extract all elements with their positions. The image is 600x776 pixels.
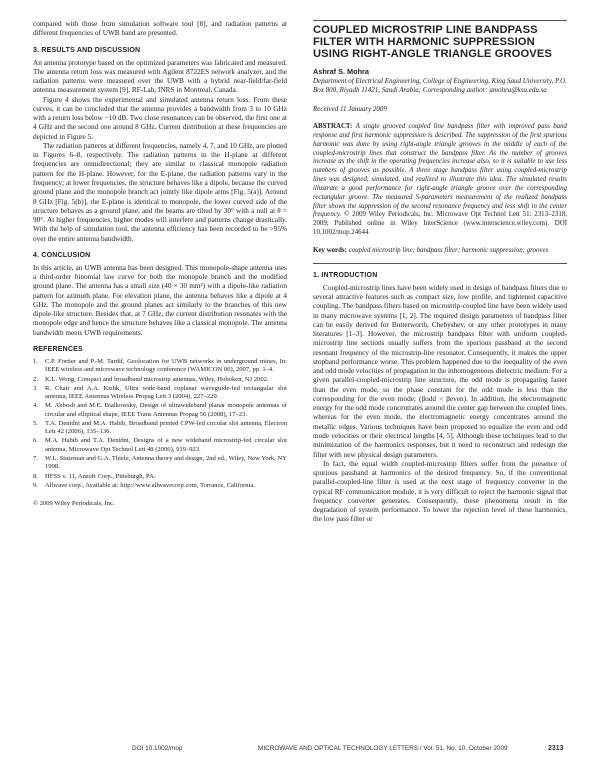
left-column [33, 20, 287, 507]
reference-item [33, 385, 287, 401]
references-heading: REFERENCES [33, 345, 83, 353]
reference-number: 6. [33, 437, 38, 445]
reference-item [33, 473, 287, 481]
reference-text: T.A. Denidni and M.A. Habib, Broadband printed CPW-fed circular slot antenna, Electron Lett 42 (2006), 135–136. [45, 419, 287, 436]
reference-item [33, 402, 287, 418]
reference-number: 8. [33, 472, 38, 480]
reference-text: M.A. Habib and T.A. Denidni, Designs of a new wideband microstrip-fed circular slot antenna, Microwave Opt Technol Lett 48 (2006), 919–923. [45, 437, 287, 453]
introduction-heading: 1. INTRODUCTION [313, 271, 378, 279]
conclusion-paragraph: In this article, an UWB antenna has been designed. This monopole-shape antenna uses a third-order binomial law curve for both the monopole branch and the modified ground plane. The antenna has a small size (40 × 30 mm²) with a dipole-like radiation pattern for azimuth plane. For elevation plane, the antenna behaves like a dipole at 4 GHz. The monopole and the ground planes act similarly to the branches of this new dipole-like structure. Besides that, at 7 GHz, the current distribution resonates with the monopole edge and hence the structure behaves like a classical monopole. The antenna bandwidth meets UWB requirements. [33, 263, 287, 337]
reference-text: M. Abbosh and M.E. Bialkowsky, Design of ultrawideband planar monopole antennas of circular and elliptical shape, IEEE Trans Antennas Propag 56 (2008), 17–23. [45, 402, 287, 418]
introduction-paragraph-2: In fact, the equal width coupled-microstrip filters suffer from the presence of spurious passband at harmonics of the desired frequency. So, if the conventional parallel-coupled-line filter is used at the next stage of frequency converter in the typical RF communication module, it is very difficult to reject the harmonic signal that frequency converter generates. Consequently, these phenomena result in the degradation of system performance. To lower the rejection level of these harmonics, the low pass filter or [313, 459, 567, 524]
reference-text: W.L. Stutzman and G.A. Thiele, Antenna theory and design, 2nd ed., Wiley, New York, NY 1998. [45, 454, 287, 471]
keywords-text: coupled microstrip line; bandpass filter; harmonic suppression; grooves [348, 246, 549, 254]
reference-number: 2. [33, 375, 38, 383]
reference-text: R. Chair and A.A. Kishk, Ultra wide-band coplanar waveguide-fed rectangular slot antenna, IEEE Antennas Wireless Propag Lett 3 (2004), 227–229. [45, 384, 287, 401]
reference-number: 9. [33, 481, 38, 489]
introduction-paragraph-1: Coupled-microstrip lines have been widely used in design of bandpass filters due to several attractive features such as compact size, low profile, and tightened capacitive coupling. The bandpass filters based on microstrip-coupled line have been widely used in many microwave systems [1, 2]. The required design parameters of bandpass filter can be easily derived for Butterworth, Chebyshev, or any other prototypes in many literatures [1–3]. However, the microstrip bandpass filter with uniform coupled-microstrip line sections usually suffers from the spurious passband at the second resonant frequency of the microstrip-line resonator. Consequently, it makes the upper stopband performance worse. This problem happened due to the inequality of the even and odd mode velocities of propagation in the inhomogeneous dielectric medium. For a given parallel-coupled-microstrip line structure, the odd mode is propagating faster than the even mode, so the phase constant for the odd mode is less than the corresponding for the even mode; (βodd < βeven). In addition, the electromagnetic energy for the odd mode concentrates around the center gap between the coupled lines, whereas for the even mode, the electromagnetic energy concentrates around the metallic edges. Various techniques have been proposed to equalize the even and odd mode velocities or their electrical lengths [4, 5]. Although these techniques lead to the minimization of the harmonics responses, but it need to reconstruct and redesign the filter with new physical design parameters. [313, 283, 567, 459]
title-rule [313, 20, 567, 21]
abstract-text: A single grooved coupled line bandpass filter with improved pass band response and first harmonic suppression is described. The suppression of the first spurious harmonic was done by using right-angle triangle grooves in the middle of each of the coupled-microstrip lines that construct the bandpass filter. As the number of grooves increase as the shift in the operating frequencies increase also, so it is suitable to use less numbers of grooves as possible. A three stage bandpass filter using coupled-microstrip lines was designed, simulated, and realized to illustrate this idea. The simulated results illustrate a good performance for right-angle triangle groove over the corresponding rectangular groove. The measured S-parameters measurement of the realized bandpass filter shows the suppression of the second resonance frequency and less shift in the center frequency. [313, 123, 567, 219]
reference-number: 1. [33, 357, 38, 365]
reference-text: K.L. Wong, Compact and broadband microstrip antennas, Wiley, Hoboken, NJ 2002. [45, 375, 269, 383]
footer-journal: MICROWAVE AND OPTICAL TECHNOLOGY LETTERS / Vol. 51, No. 10, October 2009 [258, 745, 508, 752]
right-column [313, 20, 567, 525]
abstract-label: ABSTRACT: [313, 123, 353, 131]
reference-item [33, 376, 287, 384]
intro-continuation: compared with those from simulation software tool [8], and radiation patterns at different frequencies of UWB band are presented. [33, 20, 287, 38]
results-paragraph-2: Figure 4 shows the experimental and simulated antenna return loss. From these curves, it can be concluded that the antenna provides a bandwidth from 3 to 10 GHz with a return loss below −10 dB. Two close resonances can be observed, the first one at 4 GHz and the second one around 8 GHz. Current distribution at these frequencies are depicted in Figure 5. [33, 95, 287, 141]
footer-doi: DOI 10.1002/mop [132, 745, 183, 752]
results-heading: 3. RESULTS AND DISCUSSION [33, 46, 141, 54]
reference-number: 7. [33, 454, 38, 462]
reference-item [33, 482, 287, 490]
reference-item [33, 455, 287, 471]
results-paragraph-3: The radiation patterns at different frequencies, namely 4, 7, and 10 GHz, are plotted in Figures 6–8, respectively. The radiation patterns in the H-plane at different frequencies are omnidirectional; they are similar to classical monopole radiation pattern for the H-plane. However, for the E-plane, the radiation patterns vary in the frequency; at lower frequencies, the structure behaves like a dipole, because the curved ground plane and the monopole branch act jointly like dipole arms [Fig. 5(a)]. Around 8 GHz [Fig. 5(b)], the E-plane is identical to monopole, the lower curved side of the structure behaves as a ground plane, and the beams are tilted by 30° with a null at θ = 90°. At higher frequencies, higher modes will interfere and patterns change drastically. With the help of simulation tool, the antenna efficiency has been recorded to be >95% over the entire antenna bandwidth. [33, 141, 287, 243]
reference-number: 5. [33, 419, 38, 427]
author-affiliation: Department of Electrical Engineering, College of Engineering, King Saud University, P.O. Box 800, Riyadh 11421, Saudi Arabia; Corresponding author: amohra@ksu.edu.sa [313, 77, 567, 95]
reference-text: Allwave corp., Available at: http://www.allwavecorp.com, Torrance, California. [45, 481, 255, 489]
results-paragraph-1: An antenna prototype based on the optimized parameters was fabricated and measured. The antenna return loss was measured with Agilent 8722ES network analyzer, and the radiation patterns were measured over the UWB with a hybrid near-field/far-field antenna measurement system [9], RF-Lab, INRS in Montreal, Canada. [33, 58, 287, 95]
abstract-citation: © 2009 Wiley Periodicals, Inc. Microwave Opt Technol Lett 51: 2313–2318, 2009; Published online in Wiley InterScience (www.interscience.wiley.com). DOI 10.1002/mop.24644 [313, 211, 567, 237]
reference-number: 4. [33, 402, 38, 410]
keywords-label: Key words: [313, 246, 347, 254]
reference-text: HFSS v. 11, Ansoft Corp., Pittsburgh, PA. [45, 472, 156, 480]
copyright-notice: © 2009 Wiley Periodicals, Inc. [33, 500, 115, 508]
article-title: COUPLED MICROSTRIP LINE BANDPASS FILTER WITH HARMONIC SUPPRESSION USING RIGHT-ANGLE TRIANGLE GROOVES [313, 24, 552, 60]
page-number: 2313 [548, 745, 564, 752]
reference-list [33, 358, 287, 490]
reference-item [33, 420, 287, 436]
author-name: Ashraf S. Mohra [313, 67, 369, 77]
reference-item [33, 437, 287, 453]
reference-text: C.P. Fortier and P.-M. Tardif, Geolocation for UWB networks in underground mines, In: IEEE wireless and microwave technology conference (WAMICON 06), 2007, pp. 1–4. [45, 357, 287, 374]
received-date: Received 11 January 2009 [313, 105, 387, 114]
reference-item [33, 358, 287, 374]
reference-number: 3. [33, 384, 38, 392]
abstract [313, 123, 567, 238]
section-rule [313, 263, 567, 264]
conclusion-heading: 4. CONCLUSION [33, 251, 91, 259]
keywords [313, 247, 567, 256]
